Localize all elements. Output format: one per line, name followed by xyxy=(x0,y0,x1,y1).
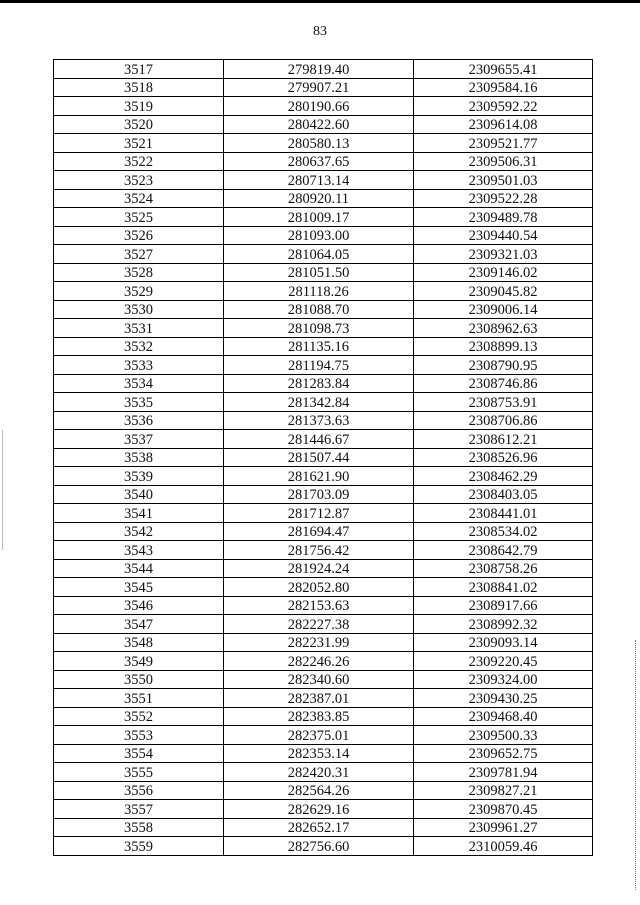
table-row xyxy=(54,356,593,375)
table-row xyxy=(54,282,593,301)
table-row xyxy=(54,578,593,597)
y-coordinate-cell: 2308746.86 xyxy=(414,374,593,393)
x-coordinate-cell: 282564.26 xyxy=(224,781,414,800)
x-coordinate-cell: 281135.16 xyxy=(224,337,414,356)
y-coordinate-cell: 2308992.32 xyxy=(414,615,593,634)
table-row xyxy=(54,837,593,856)
x-coordinate-cell: 281009.17 xyxy=(224,208,414,227)
point-number-cell: 3530 xyxy=(54,300,224,319)
y-coordinate-cell: 2308403.05 xyxy=(414,485,593,504)
point-number-cell: 3553 xyxy=(54,726,224,745)
table-row xyxy=(54,633,593,652)
scan-edge-left xyxy=(2,430,3,550)
y-coordinate-cell: 2309006.14 xyxy=(414,300,593,319)
table-row xyxy=(54,504,593,523)
y-coordinate-cell: 2309506.31 xyxy=(414,152,593,171)
point-number-cell: 3554 xyxy=(54,744,224,763)
x-coordinate-cell: 282153.63 xyxy=(224,596,414,615)
y-coordinate-cell: 2309870.45 xyxy=(414,800,593,819)
point-number-cell: 3545 xyxy=(54,578,224,597)
x-coordinate-cell: 281694.47 xyxy=(224,522,414,541)
point-number-cell: 3528 xyxy=(54,263,224,282)
x-coordinate-cell: 282246.26 xyxy=(224,652,414,671)
y-coordinate-cell: 2308790.95 xyxy=(414,356,593,375)
y-coordinate-cell: 2309489.78 xyxy=(414,208,593,227)
table-row xyxy=(54,726,593,745)
table-row xyxy=(54,245,593,264)
x-coordinate-cell: 281373.63 xyxy=(224,411,414,430)
table-row xyxy=(54,744,593,763)
point-number-cell: 3532 xyxy=(54,337,224,356)
table-row xyxy=(54,467,593,486)
point-number-cell: 3527 xyxy=(54,245,224,264)
y-coordinate-cell: 2308534.02 xyxy=(414,522,593,541)
x-coordinate-cell: 281446.67 xyxy=(224,430,414,449)
y-coordinate-cell: 2310059.46 xyxy=(414,837,593,856)
y-coordinate-cell: 2309592.22 xyxy=(414,97,593,116)
x-coordinate-cell: 281712.87 xyxy=(224,504,414,523)
x-coordinate-cell: 281098.73 xyxy=(224,319,414,338)
table-row xyxy=(54,652,593,671)
table-row xyxy=(54,60,593,79)
x-coordinate-cell: 279907.21 xyxy=(224,78,414,97)
point-number-cell: 3550 xyxy=(54,670,224,689)
x-coordinate-cell: 281703.09 xyxy=(224,485,414,504)
point-number-cell: 3556 xyxy=(54,781,224,800)
table-row xyxy=(54,263,593,282)
y-coordinate-cell: 2308917.66 xyxy=(414,596,593,615)
x-coordinate-cell: 281621.90 xyxy=(224,467,414,486)
x-coordinate-cell: 282052.80 xyxy=(224,578,414,597)
x-coordinate-cell: 282420.31 xyxy=(224,763,414,782)
coordinates-table xyxy=(53,59,593,856)
point-number-cell: 3548 xyxy=(54,633,224,652)
point-number-cell: 3531 xyxy=(54,319,224,338)
y-coordinate-cell: 2309614.08 xyxy=(414,115,593,134)
table-row xyxy=(54,485,593,504)
x-coordinate-cell: 280190.66 xyxy=(224,97,414,116)
table-row xyxy=(54,134,593,153)
y-coordinate-cell: 2309500.33 xyxy=(414,726,593,745)
y-coordinate-cell: 2308758.26 xyxy=(414,559,593,578)
point-number-cell: 3542 xyxy=(54,522,224,541)
y-coordinate-cell: 2308462.29 xyxy=(414,467,593,486)
table-row xyxy=(54,374,593,393)
table-row xyxy=(54,319,593,338)
table-row xyxy=(54,411,593,430)
point-number-cell: 3547 xyxy=(54,615,224,634)
y-coordinate-cell: 2308526.96 xyxy=(414,448,593,467)
point-number-cell: 3518 xyxy=(54,78,224,97)
x-coordinate-cell: 282340.60 xyxy=(224,670,414,689)
x-coordinate-cell: 281507.44 xyxy=(224,448,414,467)
coordinates-table-body xyxy=(54,60,593,856)
x-coordinate-cell: 281924.24 xyxy=(224,559,414,578)
point-number-cell: 3519 xyxy=(54,97,224,116)
table-row xyxy=(54,559,593,578)
y-coordinate-cell: 2309781.94 xyxy=(414,763,593,782)
point-number-cell: 3537 xyxy=(54,430,224,449)
scan-edge-right xyxy=(635,640,638,890)
point-number-cell: 3533 xyxy=(54,356,224,375)
point-number-cell: 3525 xyxy=(54,208,224,227)
point-number-cell: 3524 xyxy=(54,189,224,208)
table-row xyxy=(54,541,593,560)
point-number-cell: 3523 xyxy=(54,171,224,190)
x-coordinate-cell: 282387.01 xyxy=(224,689,414,708)
x-coordinate-cell: 282756.60 xyxy=(224,837,414,856)
point-number-cell: 3557 xyxy=(54,800,224,819)
table-row xyxy=(54,763,593,782)
x-coordinate-cell: 280713.14 xyxy=(224,171,414,190)
point-number-cell: 3540 xyxy=(54,485,224,504)
point-number-cell: 3543 xyxy=(54,541,224,560)
point-number-cell: 3544 xyxy=(54,559,224,578)
y-coordinate-cell: 2309321.03 xyxy=(414,245,593,264)
point-number-cell: 3529 xyxy=(54,282,224,301)
y-coordinate-cell: 2309324.00 xyxy=(414,670,593,689)
x-coordinate-cell: 281194.75 xyxy=(224,356,414,375)
y-coordinate-cell: 2309501.03 xyxy=(414,171,593,190)
y-coordinate-cell: 2309522.28 xyxy=(414,189,593,208)
y-coordinate-cell: 2308642.79 xyxy=(414,541,593,560)
point-number-cell: 3521 xyxy=(54,134,224,153)
y-coordinate-cell: 2309827.21 xyxy=(414,781,593,800)
x-coordinate-cell: 281093.00 xyxy=(224,226,414,245)
point-number-cell: 3517 xyxy=(54,60,224,79)
point-number-cell: 3549 xyxy=(54,652,224,671)
page-number: 83 xyxy=(313,24,327,39)
table-row xyxy=(54,189,593,208)
point-number-cell: 3552 xyxy=(54,707,224,726)
y-coordinate-cell: 2308962.63 xyxy=(414,319,593,338)
y-coordinate-cell: 2308841.02 xyxy=(414,578,593,597)
table-row xyxy=(54,689,593,708)
x-coordinate-cell: 282231.99 xyxy=(224,633,414,652)
table-row xyxy=(54,393,593,412)
table-row xyxy=(54,97,593,116)
table-row xyxy=(54,818,593,837)
point-number-cell: 3535 xyxy=(54,393,224,412)
table-row xyxy=(54,615,593,634)
y-coordinate-cell: 2309440.54 xyxy=(414,226,593,245)
x-coordinate-cell: 281051.50 xyxy=(224,263,414,282)
y-coordinate-cell: 2308612.21 xyxy=(414,430,593,449)
x-coordinate-cell: 281088.70 xyxy=(224,300,414,319)
y-coordinate-cell: 2309961.27 xyxy=(414,818,593,837)
point-number-cell: 3538 xyxy=(54,448,224,467)
table-row xyxy=(54,448,593,467)
table-row xyxy=(54,208,593,227)
y-coordinate-cell: 2309652.75 xyxy=(414,744,593,763)
table-row xyxy=(54,226,593,245)
point-number-cell: 3520 xyxy=(54,115,224,134)
point-number-cell: 3559 xyxy=(54,837,224,856)
x-coordinate-cell: 281342.84 xyxy=(224,393,414,412)
y-coordinate-cell: 2308753.91 xyxy=(414,393,593,412)
x-coordinate-cell: 282375.01 xyxy=(224,726,414,745)
y-coordinate-cell: 2309146.02 xyxy=(414,263,593,282)
y-coordinate-cell: 2309045.82 xyxy=(414,282,593,301)
table-row xyxy=(54,115,593,134)
x-coordinate-cell: 282383.85 xyxy=(224,707,414,726)
y-coordinate-cell: 2309521.77 xyxy=(414,134,593,153)
y-coordinate-cell: 2309584.16 xyxy=(414,78,593,97)
point-number-cell: 3541 xyxy=(54,504,224,523)
table-row xyxy=(54,800,593,819)
x-coordinate-cell: 280637.65 xyxy=(224,152,414,171)
table-row xyxy=(54,152,593,171)
x-coordinate-cell: 280422.60 xyxy=(224,115,414,134)
table-row xyxy=(54,596,593,615)
point-number-cell: 3534 xyxy=(54,374,224,393)
table-row xyxy=(54,430,593,449)
point-number-cell: 3539 xyxy=(54,467,224,486)
y-coordinate-cell: 2308441.01 xyxy=(414,504,593,523)
y-coordinate-cell: 2309220.45 xyxy=(414,652,593,671)
y-coordinate-cell: 2309468.40 xyxy=(414,707,593,726)
y-coordinate-cell: 2308899.13 xyxy=(414,337,593,356)
x-coordinate-cell: 281283.84 xyxy=(224,374,414,393)
top-rule xyxy=(0,0,640,3)
x-coordinate-cell: 282227.38 xyxy=(224,615,414,634)
x-coordinate-cell: 280580.13 xyxy=(224,134,414,153)
point-number-cell: 3526 xyxy=(54,226,224,245)
y-coordinate-cell: 2309093.14 xyxy=(414,633,593,652)
y-coordinate-cell: 2308706.86 xyxy=(414,411,593,430)
point-number-cell: 3536 xyxy=(54,411,224,430)
y-coordinate-cell: 2309655.41 xyxy=(414,60,593,79)
table-row xyxy=(54,337,593,356)
table-row xyxy=(54,670,593,689)
x-coordinate-cell: 281064.05 xyxy=(224,245,414,264)
table-row xyxy=(54,171,593,190)
table-row xyxy=(54,300,593,319)
x-coordinate-cell: 282629.16 xyxy=(224,800,414,819)
table-row xyxy=(54,781,593,800)
x-coordinate-cell: 279819.40 xyxy=(224,60,414,79)
x-coordinate-cell: 282652.17 xyxy=(224,818,414,837)
x-coordinate-cell: 281118.26 xyxy=(224,282,414,301)
y-coordinate-cell: 2309430.25 xyxy=(414,689,593,708)
table-row xyxy=(54,707,593,726)
point-number-cell: 3522 xyxy=(54,152,224,171)
point-number-cell: 3551 xyxy=(54,689,224,708)
x-coordinate-cell: 281756.42 xyxy=(224,541,414,560)
x-coordinate-cell: 282353.14 xyxy=(224,744,414,763)
table-row xyxy=(54,522,593,541)
point-number-cell: 3546 xyxy=(54,596,224,615)
point-number-cell: 3555 xyxy=(54,763,224,782)
table-row xyxy=(54,78,593,97)
point-number-cell: 3558 xyxy=(54,818,224,837)
x-coordinate-cell: 280920.11 xyxy=(224,189,414,208)
